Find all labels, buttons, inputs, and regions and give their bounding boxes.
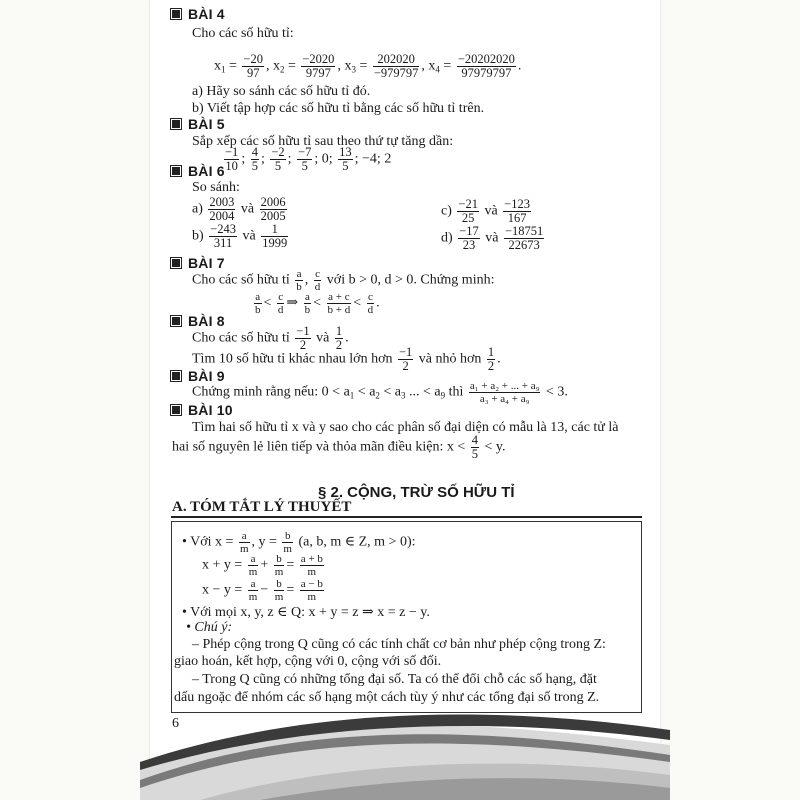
theory-difference-formula: x − y = $\frac{a}{m}$ − $\frac{b}{m}$ = $\frac{a - b}{m}$ bbox=[202, 578, 323, 603]
exercise-10-line-2: hai số nguyên lẻ liên tiếp và thỏa mãn điều kiện: x < $\frac{4}{5}$ < y. bbox=[172, 433, 506, 461]
exercise-6-header: BÀI 6 bbox=[172, 163, 225, 179]
section-rule bbox=[171, 516, 642, 518]
page-number: 6 bbox=[172, 716, 179, 731]
exercise-4-intro: Cho các số hữu tỉ: bbox=[192, 26, 294, 41]
exercise-4-part-b: b) Viết tập hợp các số hữu tỉ bằng các số hữu tỉ trên. bbox=[192, 101, 485, 116]
exercise-5-intro: Sắp xếp các số hữu tỉ sau theo thứ tự tăng dần: bbox=[192, 134, 454, 149]
exercise-6-part-b: b) $\frac{-243}{311}$ và $\frac{1}{1999}$ bbox=[192, 222, 288, 250]
exercise-7-formula: $\frac{a}{b}$ < $\frac{c}{d}$ ⇒ $\frac{a}{b}$ < $\frac{a + c}{b + d}$ < $\frac{c}{d}$ . bbox=[255, 291, 380, 316]
exercise-5-header: BÀI 5 bbox=[172, 116, 225, 132]
theory-note-2a: – Trong Q cũng có những tổng đại số. Ta có thể đổi chỗ các số hạng, đặt bbox=[192, 672, 597, 687]
exercise-5-values: $\frac{-1}{10}$ ; $\frac{4}{5}$ ; $\frac{-2}{5}$ ; $\frac{-7}{5}$ ; 0; $\frac{13}{5}$ ; −4; 2 bbox=[225, 145, 392, 173]
exercise-6-intro: So sánh: bbox=[192, 180, 240, 195]
exercise-4-part-a: a) Hãy so sánh các số hữu tỉ đó. bbox=[192, 84, 371, 99]
theory-sum-formula: x + y = $\frac{a}{m}$ + $\frac{b}{m}$ = $\frac{a + b}{m}$ bbox=[202, 553, 323, 578]
square-bullet-icon bbox=[172, 259, 180, 267]
theory-definition: • Với x = $\frac{a}{m}$ , y = $\frac{b}{m}$ (a, b, m ∈ Z, m > 0): bbox=[182, 530, 416, 555]
square-bullet-icon bbox=[172, 406, 180, 414]
theory-note-1b: giao hoán, kết hợp, cộng với 0, cộng với số đối. bbox=[174, 654, 442, 669]
theory-rule: • Với mọi x, y, z ∈ Q: x + y = z ⇒ x = z − y. bbox=[182, 605, 430, 620]
exercise-7-header: BÀI 7 bbox=[172, 255, 225, 271]
exercise-8-line-1: Cho các số hữu tỉ $\frac{-1}{2}$ và $\frac{1}{2}$ . bbox=[192, 324, 349, 352]
exercise-8-header: BÀI 8 bbox=[172, 313, 225, 329]
square-bullet-icon bbox=[172, 10, 180, 18]
exercise-9-statement: Chứng minh rằng nếu: $0 < a_1 < a_2 < a_3$ ... < $a_9$ thì $\frac{\text{a₁ + a₂ + ... + a₉}}{\text{a₃ + a₄ + a₉}}$ < 3. bbox=[192, 380, 568, 405]
exercise-6-part-c: c) $\frac{-21}{25}$ và $\frac{-123}{167}$ bbox=[441, 197, 530, 225]
square-bullet-icon bbox=[172, 317, 180, 325]
exercise-6-part-d: d) $\frac{-17}{23}$ và $\frac{-18751}{22673}$ bbox=[441, 224, 544, 252]
exercise-10-line-1: Tìm hai số hữu tỉ x và y sao cho các phân số đại diện có mẫu là 13, các tử là bbox=[192, 420, 619, 435]
exercise-4-values: $x_1$ = $\frac{-20}{97}$ , $x_2$ = $\frac{-2020}{9797}$ , $x_3$ = $\frac{202020}{-979797}$ , $x_4$ = $\frac{-20202020}{97979797}$ . bbox=[214, 52, 522, 80]
section-subtitle: A. TÓM TẮT LÝ THUYẾT bbox=[172, 499, 352, 515]
exercise-10-header: BÀI 10 bbox=[172, 402, 233, 418]
exercise-8-line-2: Tìm 10 số hữu tỉ khác nhau lớn hơn $\frac{-1}{2}$ và nhỏ hơn $\frac{1}{2}$ . bbox=[192, 345, 501, 373]
exercise-7-intro: Cho các số hữu tỉ $\frac{a}{b}$ , $\frac{c}{d}$ với b > 0, d > 0. Chứng minh: bbox=[192, 268, 495, 293]
exercise-6-part-a: a) $\frac{2003}{2004}$ và $\frac{2006}{2005}$ bbox=[192, 195, 286, 223]
exercise-4-header: BÀI 4 bbox=[172, 6, 225, 22]
decorative-wave-icon bbox=[140, 700, 670, 800]
square-bullet-icon bbox=[172, 120, 180, 128]
theory-note-1a: – Phép cộng trong Q cũng có các tính chất cơ bản như phép cộng trong Z: bbox=[192, 637, 606, 652]
theory-note-2b: dấu ngoặc để nhóm các số hạng một cách tùy ý như các tổng đại số trong Z. bbox=[174, 690, 600, 705]
section-title: § 2. CỘNG, TRỪ SỐ HỮU TỈ bbox=[318, 484, 515, 501]
square-bullet-icon bbox=[172, 167, 180, 175]
theory-note-label: • Chú ý: bbox=[186, 620, 233, 635]
square-bullet-icon bbox=[172, 372, 180, 380]
exercise-9-header: BÀI 9 bbox=[172, 368, 225, 384]
